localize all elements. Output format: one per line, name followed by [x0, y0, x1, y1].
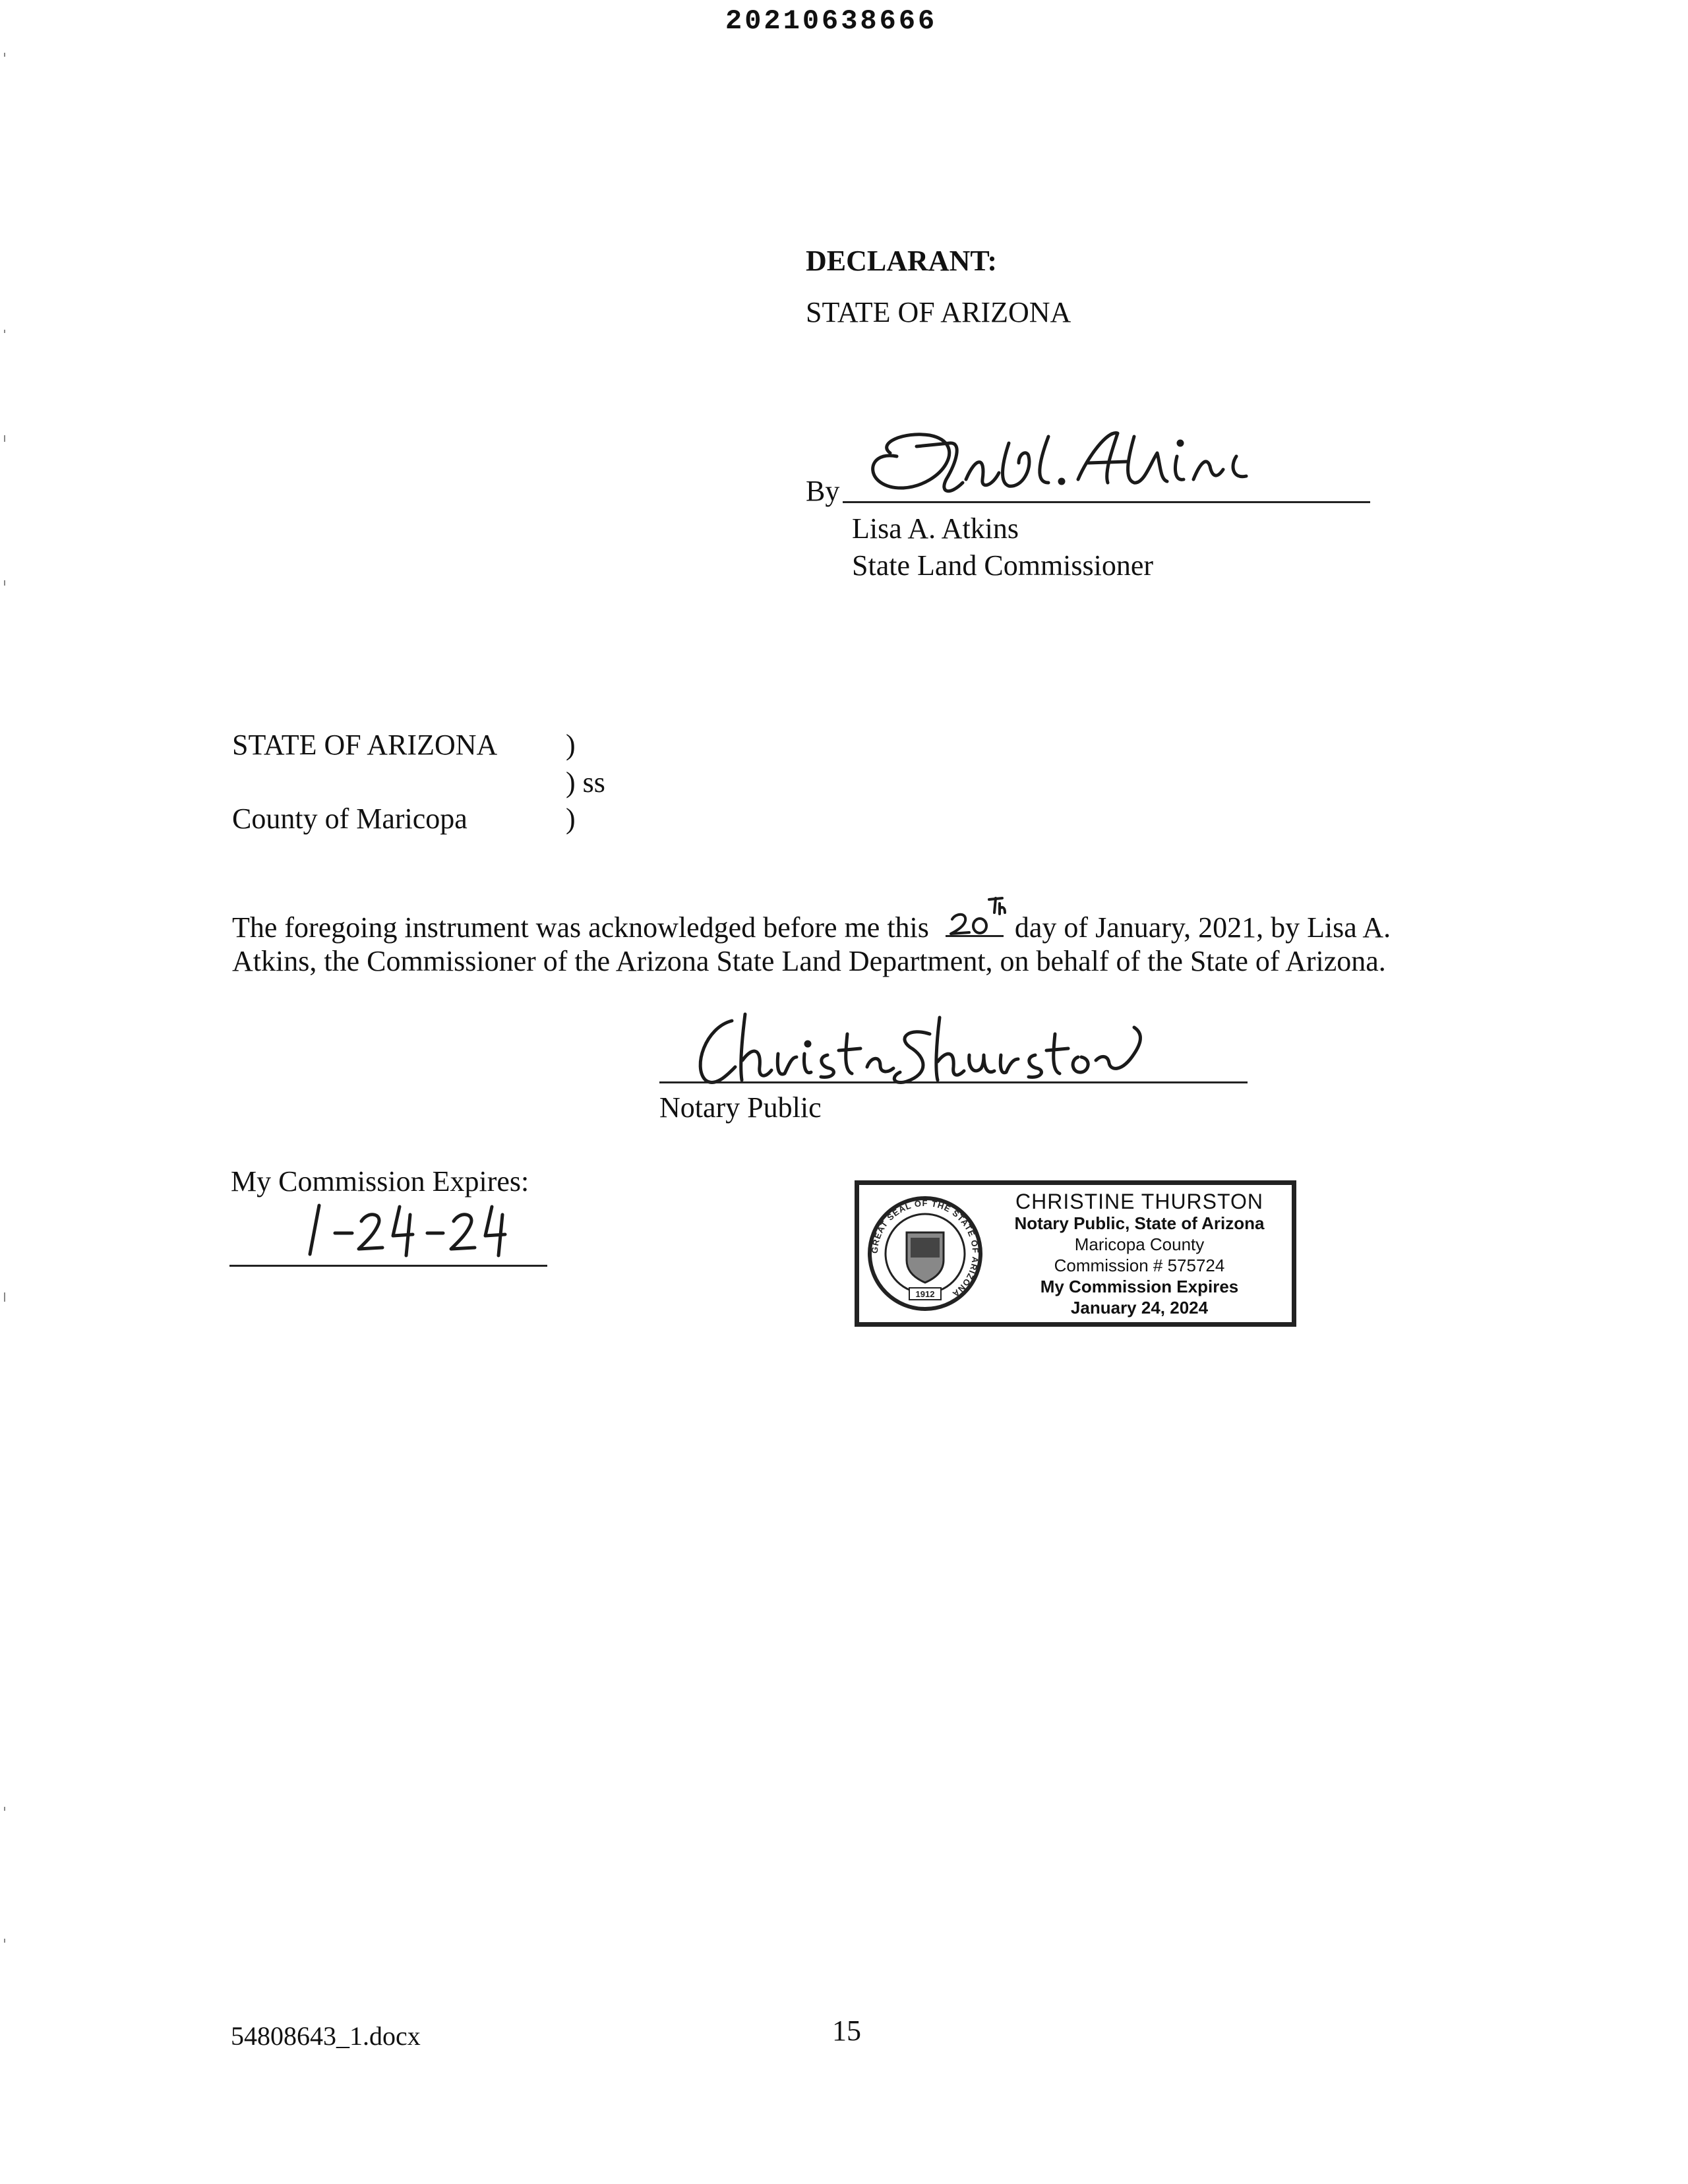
- scan-edge-mark: [4, 1939, 5, 1943]
- stamp-line-1: Notary Public, State of Arizona: [1014, 1213, 1265, 1233]
- venue-state: STATE OF ARIZONA: [232, 729, 498, 761]
- scan-edge-mark: [4, 1807, 5, 1811]
- recording-number: 20210638666: [725, 5, 938, 37]
- scan-edge-mark: [4, 330, 5, 333]
- ack-day-handwritten: [947, 894, 1006, 938]
- stamp-line-5: January 24, 2024: [1070, 1298, 1209, 1318]
- page-number: 15: [832, 2015, 861, 2047]
- scan-edge-mark: [4, 1292, 5, 1302]
- notary-stamp: [855, 1180, 1296, 1327]
- stamp-name: CHRISTINE THURSTON: [1015, 1190, 1263, 1213]
- commission-label: My Commission Expires:: [231, 1165, 529, 1198]
- declarant-entity: STATE OF ARIZONA: [806, 296, 1071, 328]
- commission-date-line: [229, 1265, 547, 1267]
- venue-paren: ): [566, 729, 576, 761]
- stamp-line-3: Commission # 575724: [1054, 1256, 1225, 1275]
- ack-text-before-day: The foregoing instrument was acknowledged before me this: [232, 911, 929, 944]
- declarant-signature: [851, 417, 1299, 509]
- signer-name: Lisa A. Atkins: [852, 512, 1019, 545]
- acknowledgment-line-1: [232, 909, 1391, 942]
- ack-day-blank: [946, 909, 1004, 937]
- state-seal-icon: [866, 1194, 984, 1313]
- commission-date-handwritten: [301, 1187, 518, 1266]
- scan-edge-mark: [4, 580, 5, 586]
- scan-edge-mark: [4, 435, 5, 442]
- seal-year: 1912: [915, 1289, 935, 1299]
- notary-signature: [679, 1008, 1154, 1093]
- by-label: By: [806, 475, 840, 507]
- doc-id: 54808643_1.docx: [231, 2021, 421, 2051]
- venue-county: County of Maricopa: [232, 803, 467, 835]
- seal-ring-text: GREAT SEAL OF THE STATE OF ARIZONA: [869, 1198, 981, 1300]
- stamp-line-4: My Commission Expires: [1040, 1277, 1239, 1296]
- ack-text-after-day: day of January, 2021, by Lisa A.: [1014, 911, 1391, 944]
- venue-paren: ): [566, 803, 576, 835]
- declarant-heading: DECLARANT:: [806, 245, 998, 277]
- stamp-line-2: Maricopa County: [1074, 1234, 1205, 1254]
- venue-ss: ) ss: [566, 766, 605, 799]
- notary-label: Notary Public: [659, 1091, 822, 1124]
- scan-edge-mark: [4, 53, 5, 57]
- acknowledgment-line-2: Atkins, the Commissioner of the Arizona State Land Department, on behalf of the State of Arizona.: [232, 945, 1386, 977]
- notary-signature-line: [659, 1081, 1248, 1083]
- signer-title: State Land Commissioner: [852, 549, 1154, 582]
